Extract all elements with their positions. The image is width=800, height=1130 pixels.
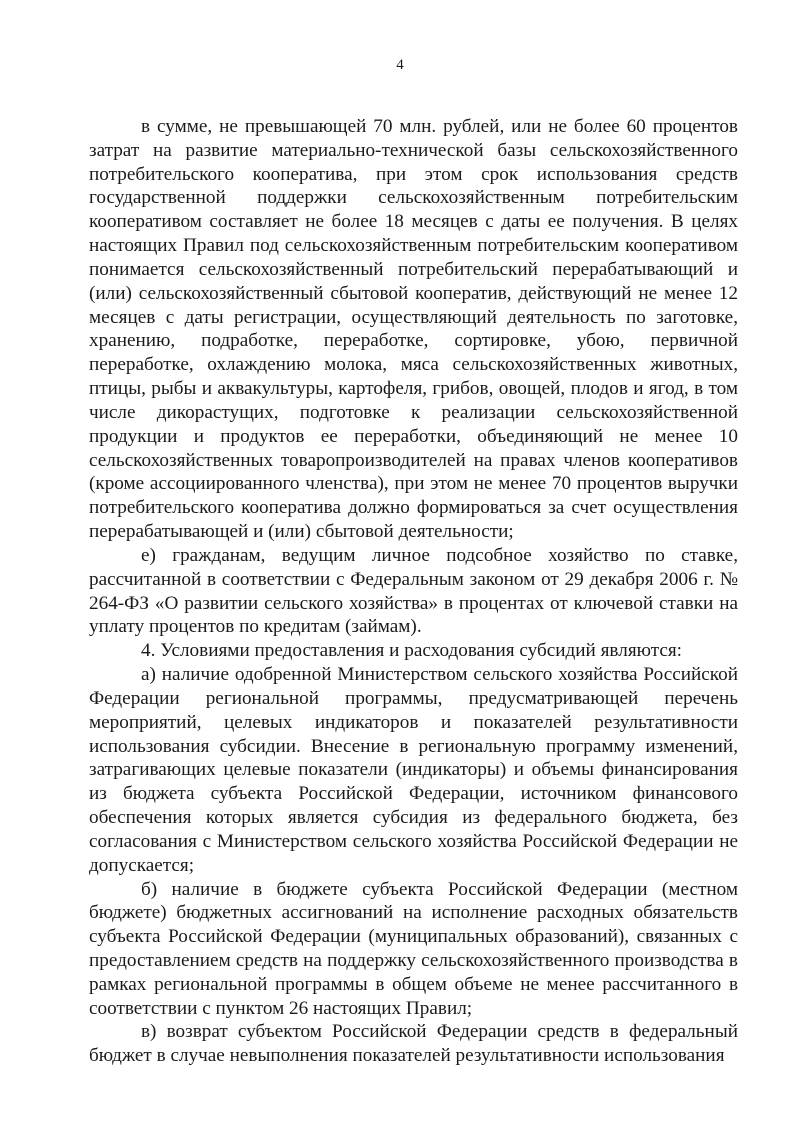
page-number: 4 (396, 57, 404, 73)
paragraph-item-a: а) наличие одобренной Министерством сельского хозяйства Российской Федерации региональной программы, предусматривающей перечень мероприятий, целевых индикаторов и показателей результативности использования субсидии. Внесение в региональную программу изменений, затрагивающих целевые показатели (индикаторы) и объемы финансирования из бюджета субъекта Российской Федерации, источником финансового обеспечения которых является субсидия из федерального бюджета, без согласования с Министерством сельского хозяйства Российской Федерации не допускается; (89, 664, 738, 876)
document-body (89, 115, 738, 1068)
paragraph-item-b: б) наличие в бюджете субъекта Российской Федерации (местном бюджете) бюджетных ассигнований на исполнение расходных обязательств субъекта Российской Федерации (муниципальных образований), связанных с предоставлением средств на поддержку сельскохозяйственного производства в рамках региональной программы в общем объеме не менее рассчитанного в соответствии с пунктом 26 настоящих Правил; (89, 878, 738, 1019)
paragraph-item-v: в) возврат субъектом Российской Федерации средств в федеральный бюджет в случае невыполнения показателей результативности использования (89, 1021, 738, 1067)
paragraph-cooperative-subsidy: в сумме, не превышающей 70 млн. рублей, или не более 60 процентов затрат на развитие материально-технической базы сельскохозяйственного потребительского кооператива, при этом срок использования средств государственной поддержки сельскохозяйственным потребительским кооперативом составляет не более 18 месяцев с даты ее получения. В целях настоящих Правил под сельскохозяйственным потребительским кооперативом понимается сельскохозяйственный потребительский перерабатывающий и (или) сельскохозяйственный сбытовой кооператив, действующий не менее 12 месяцев с даты регистрации, осуществляющий деятельность по заготовке, хранению, подработке, переработке, сортировке, убою, первичной переработке, охлаждению молока, мяса сельскохозяйственных животных, птицы, рыбы и аквакультуры, картофеля, грибов, овощей, плодов и ягод, в том числе дикорастущих, подготовке к реализации сельскохозяйственной продукции и продуктов ее переработки, объединяющий не менее 10 сельскохозяйственных товаропроизводителей на правах членов кооперативов (кроме ассоциированного членства), при этом не менее 70 процентов выручки потребительского кооператива должно формироваться за счет осуществления перерабатывающей и (или) сбытовой деятельности; (89, 116, 738, 543)
paragraph-item-e: е) гражданам, ведущим личное подсобное хозяйство по ставке, рассчитанной в соответствии с Федеральным законом от 29 декабря 2006 г. № 264-ФЗ «О развитии сельского хозяйства» в процентах от ключевой ставки на уплату процентов по кредитам (займам). (89, 544, 738, 638)
paragraph-section-4-heading: 4. Условиями предоставления и расходования субсидий являются: (141, 640, 683, 662)
